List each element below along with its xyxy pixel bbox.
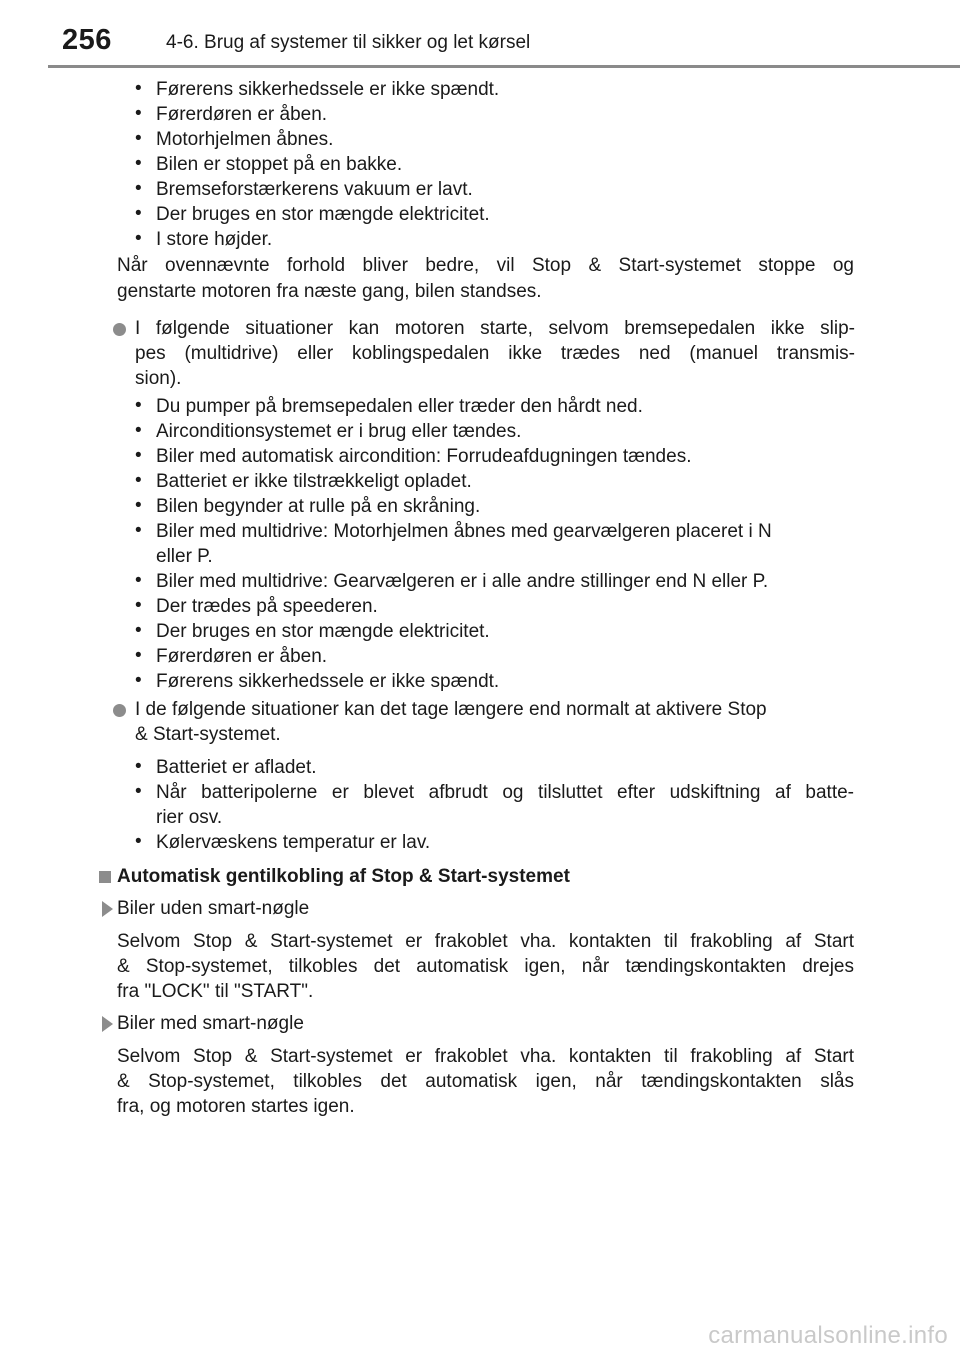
list-item: Bremseforstærkerens vakuum er lavt. (156, 179, 473, 200)
bullet-dot: • (135, 781, 142, 802)
paragraph-line: Når ovennævnte forhold bliver bedre, vil Stop & Start-systemet stoppe og (117, 255, 854, 276)
bullet-dot: • (135, 756, 142, 777)
list-item-continuation: rier osv. (156, 807, 223, 828)
subheading: Biler med smart-nøgle (117, 1013, 304, 1034)
bullet-dot: • (135, 620, 142, 641)
note-line: I de følgende situationer kan det tage længere end normalt at aktivere Stop (135, 699, 767, 720)
list-item: I store højder. (156, 229, 273, 250)
note-line: sion). (135, 368, 182, 389)
bullet-dot: • (135, 128, 142, 149)
list-item: Der trædes på speederen. (156, 596, 378, 617)
bullet-dot: • (135, 203, 142, 224)
paragraph-line: & Stop-systemet, tilkobles det automatisk igen, når tændingskontakten drejes (117, 956, 854, 977)
bullet-dot: • (135, 153, 142, 174)
bullet-dot: • (135, 470, 142, 491)
bullet-dot: • (135, 595, 142, 616)
paragraph-line: Selvom Stop & Start-systemet er frakoblet vha. kontakten til frakobling af Start (117, 1046, 854, 1067)
list-item: Du pumper på bremsepedalen eller træder den hårdt ned. (156, 396, 643, 417)
list-item: Motorhjelmen åbnes. (156, 129, 334, 150)
section-title: 4-6. Brug af systemer til sikker og let kørsel (166, 32, 531, 53)
bullet-dot: • (135, 445, 142, 466)
bullet-dot: • (135, 570, 142, 591)
watermark: carmanualsonline.info (708, 1322, 948, 1349)
bullet-dot: • (135, 670, 142, 691)
list-item: Førerens sikkerhedssele er ikke spændt. (156, 79, 500, 100)
bullet-dot: • (135, 831, 142, 852)
header-divider (48, 65, 960, 68)
bullet-dot: • (135, 520, 142, 541)
paragraph-line: fra, og motoren startes igen. (117, 1096, 355, 1117)
list-item: Batteriet er afladet. (156, 757, 317, 778)
note-line: pes (multidrive) eller koblingspedalen ikke trædes ned (manuel transmis- (135, 343, 855, 364)
list-item: Der bruges en stor mængde elektricitet. (156, 204, 490, 225)
bullet-dot: • (135, 645, 142, 666)
paragraph-line: genstarte motoren fra næste gang, bilen standses. (117, 281, 542, 302)
list-item: Der bruges en stor mængde elektricitet. (156, 621, 490, 642)
triangle-bullet-icon (102, 1016, 113, 1032)
list-item: Airconditionsystemet er i brug eller tændes. (156, 421, 522, 442)
list-item: Biler med multidrive: Motorhjelmen åbnes med gearvælgeren placeret i N (156, 521, 772, 542)
list-item: Førerdøren er åben. (156, 646, 328, 667)
circle-bullet-icon (113, 704, 126, 717)
note-line: I følgende situationer kan motoren starte, selvom bremsepedalen ikke slip- (135, 318, 855, 339)
list-item: Batteriet er ikke tilstrækkeligt opladet. (156, 471, 472, 492)
circle-bullet-icon (113, 323, 126, 336)
list-item: Bilen begynder at rulle på en skråning. (156, 496, 481, 517)
bullet-dot: • (135, 495, 142, 516)
square-bullet-icon (99, 871, 111, 883)
list-item: Førerens sikkerhedssele er ikke spændt. (156, 671, 500, 692)
note-line: & Start-systemet. (135, 724, 281, 745)
bullet-dot: • (135, 103, 142, 124)
paragraph-line: Selvom Stop & Start-systemet er frakoblet vha. kontakten til frakobling af Start (117, 931, 854, 952)
list-item: Når batteripolerne er blevet afbrudt og tilsluttet efter udskiftning af batte- (156, 782, 854, 803)
bullet-dot: • (135, 178, 142, 199)
list-item: Bilen er stoppet på en bakke. (156, 154, 403, 175)
bullet-dot: • (135, 420, 142, 441)
paragraph-line: & Stop-systemet, tilkobles det automatisk igen, når tændingskontakten slås (117, 1071, 854, 1092)
bullet-dot: • (135, 78, 142, 99)
paragraph-line: fra "LOCK" til "START". (117, 981, 314, 1002)
page-header (0, 0, 960, 70)
list-item: Biler med automatisk aircondition: Forrudeafdugningen tændes. (156, 446, 692, 467)
bullet-dot: • (135, 228, 142, 249)
list-item: Førerdøren er åben. (156, 104, 328, 125)
page-number: 256 (62, 24, 112, 56)
subheading: Biler uden smart-nøgle (117, 898, 310, 919)
bullet-dot: • (135, 395, 142, 416)
section-heading: Automatisk gentilkobling af Stop & Start-systemet (117, 866, 570, 887)
list-item: Kølervæskens temperatur er lav. (156, 832, 431, 853)
list-item-continuation: eller P. (156, 546, 213, 567)
list-item: Biler med multidrive: Gearvælgeren er i alle andre stillinger end N eller P. (156, 571, 769, 592)
triangle-bullet-icon (102, 901, 113, 917)
